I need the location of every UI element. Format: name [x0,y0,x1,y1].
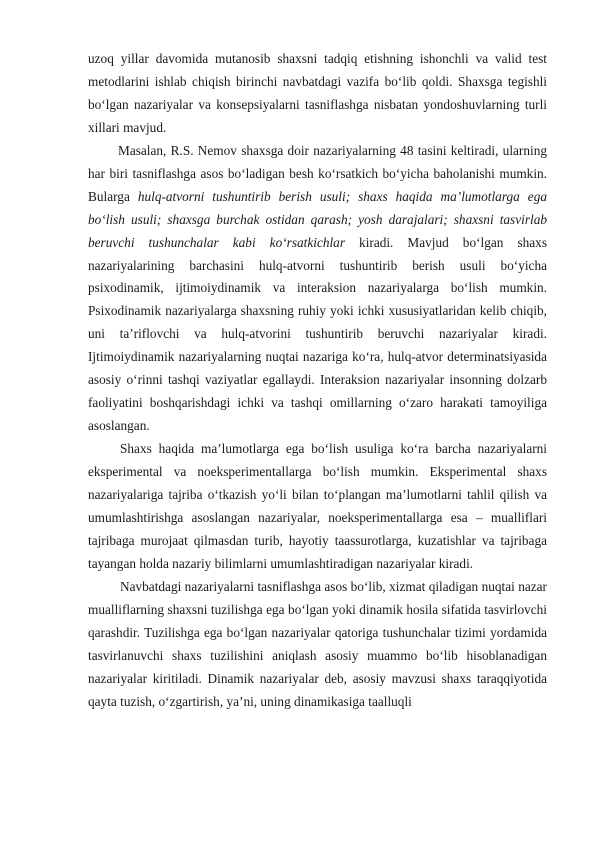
paragraph-2-italic-indicators: hulq-atvorni tushuntirib berish usuli; shaxs haqida ma’lumotlarga ega bo‘lish usuli; shaxsga burchak ostidan qarash; yosh darajalari; shaxsni tasvirlab beruvchi tushunchalar kabi ko‘rsatkichlar [88,189,547,250]
paragraph-2-text-start: Masalan, R.S. Nemov shaxsga doir nazariyalarning 48 tasini keltiradi, ularning har biri tasniflashga asos bo‘ladigan besh ko‘rsatkich bo‘yicha baholanishi mumkin. Bularga [88,143,547,205]
paragraph-3: Shaxs haqida ma’lumotlarga ega bo‘lish usuliga ko‘ra barcha nazariyalarni eksperimental va noeksperimentallarga bo‘lish mumkin. Eksperimental shaxs nazariyalariga tajriba o‘tkazish yo‘li bilan to‘plangan ma’lumotlarni tahlil qilish va umumlashtirishga asoslangan nazariyalar, noeksperimentallarga esa – mualliflari tajribaga murojaat qilmasdan turib, hayotiy taassurotlarga, kuzatishlar va tajribaga tayangan holda nazariy bilimlarni umumlashtiradigan nazariyalar kiradi. [88,441,547,571]
paragraph-4: Navbatdagi nazariyalarni tasniflashga asos bo‘lib, xizmat qiladigan nuqtai nazar mualliflarning shaxsni tuzilishga ega bo‘lgan yoki dinamik hosila sifatida tasvirlovchi qarashdir. Tuzilishga ega bo‘lgan nazariyalar qatoriga tushunchalar tizimi yordamida tasvirlanuvchi shaxs tuzilishini aniqlash asosiy muammo bo‘lib hisoblanadigan nazariyalar kiritiladi. Dinamik nazariyalar deb, asosiy mavzusi shaxs taraqqiyotida qayta tuzish, o‘zgartirish, ya’ni, uning dinamikasiga taalluqli [88,579,547,709]
paragraph-1: uzoq yillar davomida mutanosib shaxsni tadqiq etishning ishonchli va valid test metodlarini ishlab chiqish birinchi navbatdagi vazifa bo‘lib qoldi. Shaxsga tegishli bo‘lgan nazariyalar va konsepsiyalarni tasniflashga nisbatan yondoshuvlarning turli xillari mavjud. [88,51,547,135]
document-page [88,48,547,713]
paragraph-2-text-end: kiradi. Mavjud bo‘lgan shaxs nazariyalarining barchasini hulq-atvorni tushuntirib berish usuli bo‘yicha psixodinamik, ijtimoiydinamik va interaksion nazariyalarga bo‘lish mumkin. Psixodinamik nazariyalarga shaxsning ruhiy yoki ichki xususiyatlaridan kelib chiqib, uni ta’riflovchi va hulq-atvorini tushuntirib beruvchi nazariyalar kiradi. Ijtimoiydinamik nazariyalarning nuqtai nazariga ko‘ra, hulq-atvor determinatsiyasida asosiy o‘rinni tashqi vaziyatlar egallaydi. Interaksion nazariyalar insonning dolzarb faoliyatini boshqarishdagi ichki va tashqi omillarning o‘zaro harakati tamoyiliga asoslangan. [88,234,547,433]
paragraph-2 [88,140,547,437]
